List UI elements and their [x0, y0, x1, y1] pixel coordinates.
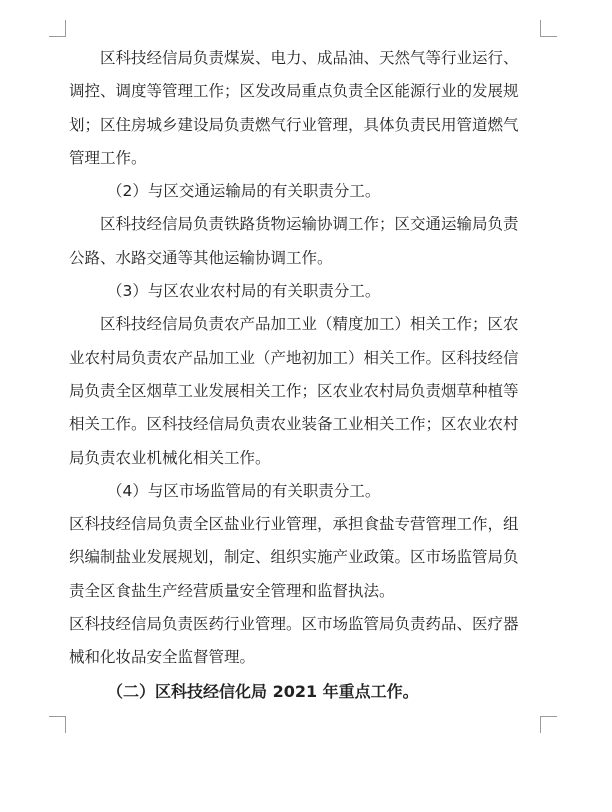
paragraph-line: 调控、调度等管理工作；区发改局重点负责全区能源行业的发展规 — [69, 82, 519, 101]
paragraph-line: 区科技经信局负责农产品加工业（精度加工）相关工作；区农 — [100, 315, 519, 334]
paragraph-line: 区科技经信局负责铁路货物运输协调工作；区交通运输局负责 — [100, 215, 519, 234]
page-corner-mark-top-right — [540, 20, 557, 37]
paragraph-line: 相关工作。区科技经信局负责农业装备工业相关工作；区农业农村 — [69, 415, 519, 434]
paragraph-line: 械和化妆品安全监督管理。 — [69, 648, 256, 667]
paragraph-line: 区科技经信局负责煤炭、电力、成品油、天然气等行业运行、 — [100, 49, 519, 67]
section-heading: （3）与区农业农村局的有关职责分工。 — [107, 282, 381, 301]
paragraph-line: 管理工作。 — [69, 148, 147, 167]
paragraph-line: 业农村局负责农产品加工业（产地初加工）相关工作。区科技经信 — [69, 348, 519, 367]
page-corner-mark-top-left — [49, 20, 66, 37]
paragraph-line: 织编制盐业发展规划，制定、组织实施产业政策。区市场监管局负 — [69, 548, 519, 567]
page-corner-mark-bottom-left — [49, 716, 66, 733]
paragraph-line: 局负责农业机械化相关工作。 — [69, 448, 271, 467]
chapter-heading: （二）区科技经信化局 2021 年重点工作。 — [107, 681, 419, 701]
section-heading: （4）与区市场监管局的有关职责分工。 — [107, 481, 381, 500]
paragraph-line: 区科技经信局负责医药行业管理。区市场监管局负责药品、医疗器 — [69, 615, 519, 634]
paragraph-line: 局负责全区烟草工业发展相关工作；区农业农村局负责烟草种植等 — [69, 381, 519, 400]
paragraph-line: 公路、水路交通等其他运输协调工作。 — [69, 248, 333, 267]
paragraph-line: 划；区住房城乡建设局负责燃气行业管理，具体负责民用管道燃气 — [69, 115, 519, 134]
paragraph-line: 责全区食盐生产经营质量安全管理和监督执法。 — [69, 581, 395, 600]
section-heading: （2）与区交通运输局的有关职责分工。 — [107, 182, 381, 201]
page-corner-mark-bottom-right — [540, 716, 557, 733]
paragraph-line: 区科技经信局负责全区盐业行业管理，承担食盐专营管理工作，组 — [69, 515, 519, 534]
document-body — [69, 42, 539, 708]
